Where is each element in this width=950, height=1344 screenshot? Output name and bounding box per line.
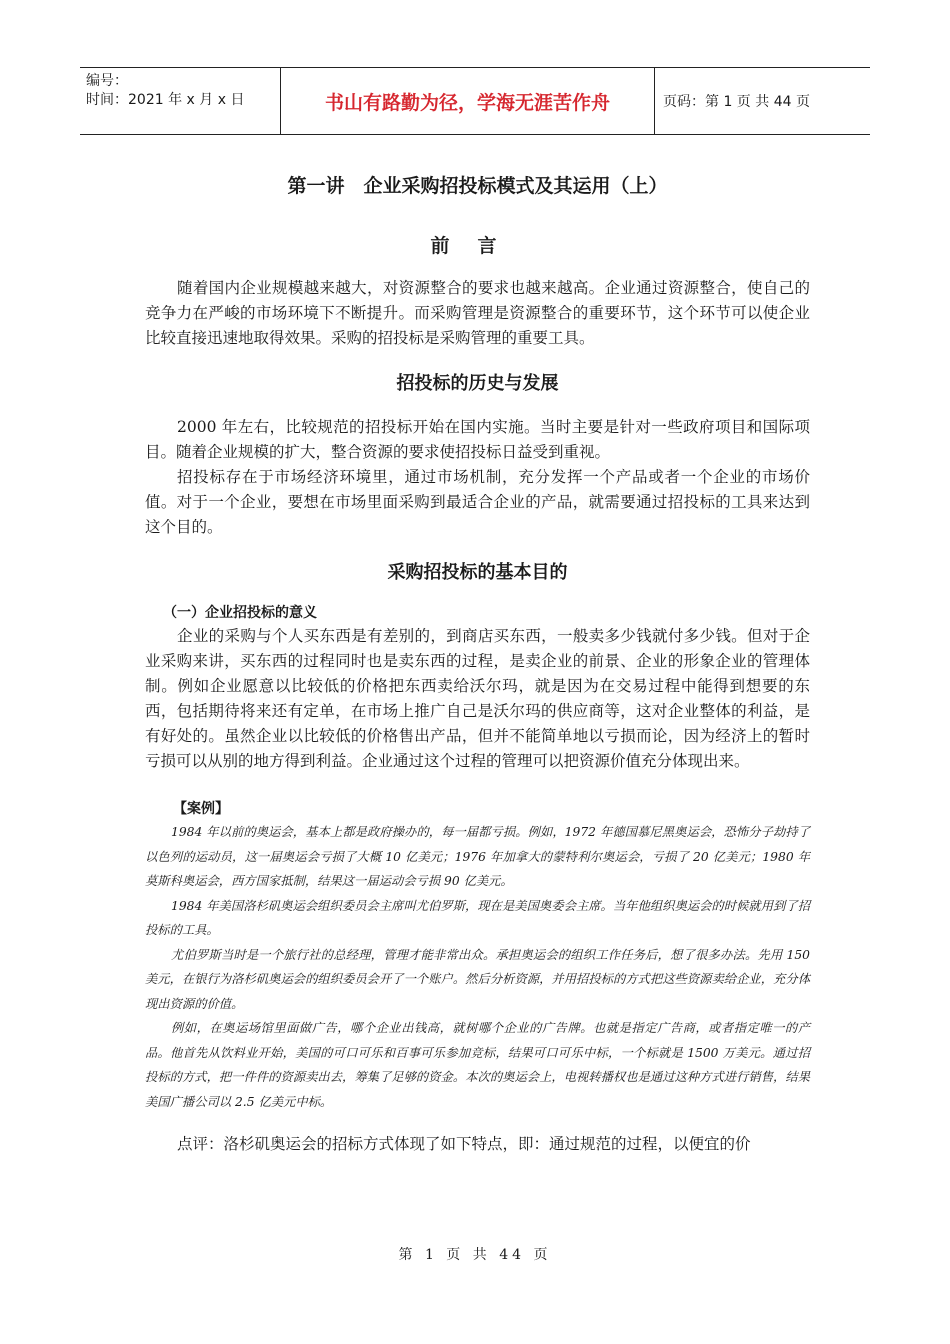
section-heading-purpose: 采购招投标的基本目的 bbox=[387, 562, 568, 583]
time-label: 时间：2021 年 x 月 x 日 bbox=[86, 92, 245, 108]
case-paragraph-3: 尤伯罗斯当时是一个旅行社的总经理，管理才能非常出众。承担奥运会的组织工作任务后，想了很多办法。先用 150 美元，在银行为洛杉矶奥运会的组织委员会开了一个账户。然后分析资源，并用招投标的方式把这些资源卖给企业，充分体现出资源的价值。 bbox=[145, 947, 810, 1011]
header-page-info: 页码：第 1 页 共 44 页 bbox=[663, 94, 810, 110]
document-body bbox=[145, 170, 810, 1157]
preface-heading: 前言 bbox=[430, 235, 525, 257]
number-label: 编号： bbox=[86, 73, 128, 89]
case-paragraph-2: 1984 年美国洛杉矶奥运会组织委员会主席叫尤伯罗斯，现在是美国奥委会主席。当年他组织奥运会的时候就用到了招投标的工具。 bbox=[145, 898, 810, 937]
header-motto: 书山有路勤为径，学海无涯苦作舟 bbox=[280, 68, 655, 134]
document-title: 第一讲 企业采购招投标模式及其运用（上） bbox=[287, 175, 668, 197]
case-label: 【案例】 bbox=[173, 801, 229, 817]
document-header bbox=[80, 67, 870, 135]
page-footer: 第 1 页 共 44 页 bbox=[398, 1247, 552, 1263]
meaning-paragraph: 企业的采购与个人买东西是有差别的，到商店买东西，一般卖多少钱就付多少钱。但对于企业采购来讲，买东西的过程同时也是卖东西的过程，是卖企业的前景、企业的形象企业的管理体制。例如企业愿意以比较低的价格把东西卖给沃尔玛，就是因为在交易过程中能得到想要的东西，包括期待将来还有定单，在市场上推广自己是沃尔玛的供应商等，这对企业整体的利益，是有好处的。虽然企业以比较低的价格售出产品，但并不能简单地以亏损而论，因为经济上的暂时亏损可以从别的地方得到利益。企业通过这个过程的管理可以把资源价值充分体现出来。 bbox=[145, 627, 810, 770]
case-paragraph-1: 1984 年以前的奥运会，基本上都是政府操办的，每一届都亏损。例如，1972 年德国慕尼黑奥运会，恐怖分子劫持了以色列的运动员，这一届奥运会亏损了大概 10 亿美元；1976 年加拿大的蒙特利尔奥运会，亏损了 20 亿美元；1980 年莫斯科奥运会，西方国家抵制，结果这一届运动会亏损 90 亿美元。 bbox=[145, 825, 810, 888]
history-paragraph-2: 招投标存在于市场经济环境里，通过市场机制，充分发挥一个产品或者一个企业的市场价值。对于一个企业，要想在市场里面采购到最适合企业的产品，就需要通过招投标的工具来达到这个目的。 bbox=[145, 468, 810, 536]
preface-paragraph: 随着国内企业规模越来越大，对资源整合的要求也越来越高。企业通过资源整合，使自己的竞争力在严峻的市场环境下不断提升。而采购管理是资源整合的重要环节，这个环节可以使企业比较直接迅速地取得效果。采购的招投标是采购管理的重要工具。 bbox=[145, 279, 810, 347]
section-heading-history: 招投标的历史与发展 bbox=[396, 373, 559, 394]
comment-paragraph: 点评：洛杉矶奥运会的招标方式体现了如下特点，即：通过规范的过程，以便宜的价 bbox=[177, 1135, 751, 1153]
history-paragraph-1: 2000 年左右，比较规范的招投标开始在国内实施。当时主要是针对一些政府项目和国际项目。随着企业规模的扩大，整合资源的要求使招投标日益受到重视。 bbox=[145, 418, 810, 461]
subsection-heading-meaning: （一）企业招投标的意义 bbox=[163, 605, 317, 621]
case-paragraph-4: 例如，在奥运场馆里面做广告，哪个企业出钱高，就树哪个企业的广告牌。也就是指定广告商，或者指定唯一的产品。他首先从饮料业开始，美国的可口可乐和百事可乐参加竞标，结果可口可乐中标，一个标就是 1500 万美元。通过招投标的方式，把一件件的资源卖出去，筹集了足够的资金。本次的奥运会上，电视转播权也是通过这种方式进行销售，结果美国广播公司以 2.5 亿美元中标。 bbox=[145, 1021, 810, 1109]
header-meta bbox=[80, 68, 280, 134]
